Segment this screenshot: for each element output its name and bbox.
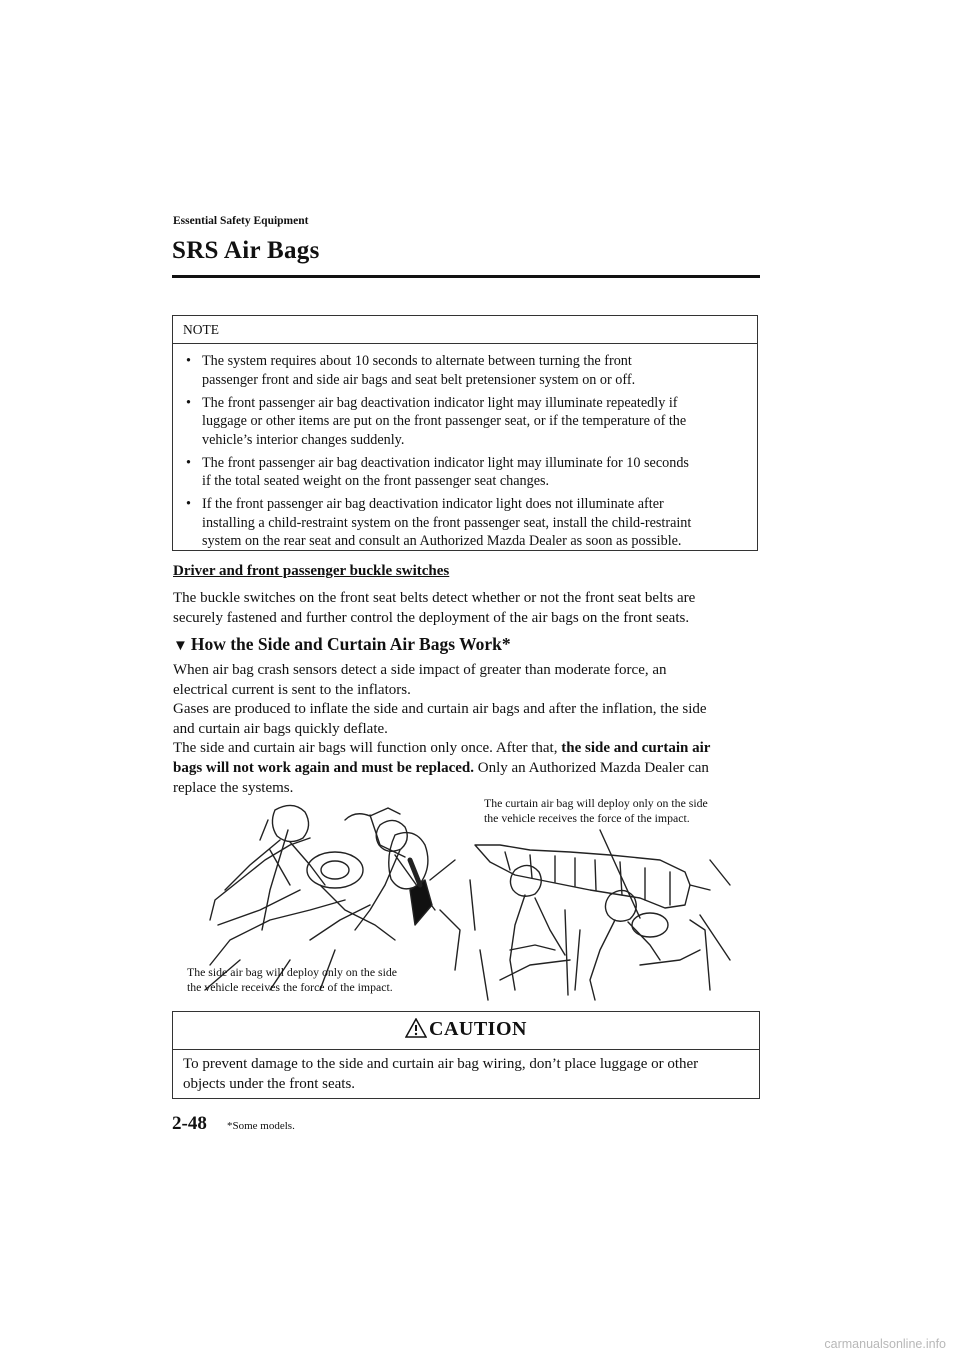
bullet-icon: •	[186, 353, 191, 369]
watermark: carmanualsonline.info	[824, 1337, 946, 1351]
note-line: If the front passenger air bag deactivation indicator light does not illuminate after	[202, 496, 664, 512]
paragraph-line: replace the systems.	[173, 779, 294, 796]
paragraph-line: securely fastened and further control the deployment of the air bags on the front seats.	[173, 609, 690, 626]
footnote: *Some models.	[227, 1120, 295, 1132]
buckle-switches-paragraph	[173, 589, 761, 628]
paragraph-line: Gases are produced to inflate the side and curtain air bags and after the inflation, the side	[173, 701, 707, 718]
note-box	[172, 315, 758, 551]
paragraph-line: The buckle switches on the front seat belts detect whether or not the front seat belts are	[173, 590, 696, 606]
section-label: Essential Safety Equipment	[173, 215, 309, 227]
note-line: The front passenger air bag deactivation indicator light may illuminate repeatedly if	[202, 394, 678, 411]
caption-line: the vehicle receives the force of the impact.	[187, 980, 393, 994]
note-item	[185, 394, 745, 450]
heading-text: How the Side and Curtain Air Bags Work*	[190, 634, 511, 654]
side-airbag-drawing	[205, 805, 460, 990]
page-title: SRS Air Bags	[172, 237, 320, 264]
caution-text	[173, 1050, 759, 1099]
bold-text: the side and curtain air	[561, 740, 711, 757]
buckle-switches-heading: Driver and front passenger buckle switches	[173, 563, 450, 579]
curtain-airbag-drawing	[470, 830, 730, 1000]
paragraph-line: electrical current is sent to the inflators.	[173, 681, 411, 698]
page-number: 2-48	[172, 1113, 207, 1134]
note-item	[185, 352, 745, 389]
bullet-icon: •	[186, 454, 191, 471]
bullet-icon: •	[186, 496, 191, 512]
caution-heading	[173, 1012, 759, 1050]
note-line: vehicle’s interior changes suddenly.	[202, 431, 405, 448]
bullet-icon: •	[186, 394, 191, 411]
caption-line: The side air bag will deploy only on the side	[187, 965, 398, 979]
paragraph-line: and curtain air bags quickly deflate.	[173, 720, 388, 737]
triangle-down-icon: ▼	[173, 638, 188, 654]
caution-line: objects under the front seats.	[183, 1075, 356, 1092]
bold-text: bags will not work again and must be replaced.	[173, 759, 475, 776]
side-airbag-caption	[187, 965, 447, 995]
caption-line: The curtain air bag will deploy only on the side	[484, 796, 708, 810]
plain-text: The side and curtain air bags will function only once. After that,	[173, 740, 558, 757]
note-line: luggage or other items are put on the front passenger seat, or if the temperature of the	[202, 413, 687, 429]
paragraph-line	[173, 759, 763, 779]
caption-line: the vehicle receives the force of the impact.	[484, 811, 690, 825]
note-line: system on the rear seat and consult an Authorized Mazda Dealer as soon as possible.	[202, 533, 682, 549]
caution-line: To prevent damage to the side and curtain air bag wiring, don’t place luggage or other	[183, 1056, 699, 1072]
warning-triangle-icon	[405, 1018, 427, 1038]
note-list	[173, 344, 757, 551]
curtain-airbag-caption	[484, 796, 754, 826]
note-item	[185, 454, 745, 491]
note-item	[185, 495, 745, 551]
note-line: if the total seated weight on the front passenger seat changes.	[202, 473, 550, 489]
note-line: The front passenger air bag deactivation indicator light may illuminate for 10 seconds	[202, 454, 689, 471]
title-divider	[172, 275, 760, 278]
side-curtain-paragraph	[173, 661, 763, 798]
paragraph-line: When air bag crash sensors detect a side impact of greater than moderate force, an	[173, 662, 667, 678]
caution-box	[172, 1011, 760, 1099]
side-curtain-heading	[173, 634, 511, 655]
note-line: passenger front and side air bags and seat belt pretensioner system on or off.	[202, 371, 636, 388]
paragraph-line	[173, 739, 763, 759]
plain-text: Only an Authorized Mazda Dealer can	[477, 759, 709, 776]
note-line: installing a child-restraint system on the front passenger seat, install the child-restraint	[202, 514, 692, 531]
note-heading: NOTE	[173, 316, 757, 344]
caution-title: CAUTION	[429, 1018, 527, 1040]
note-line: The system requires about 10 seconds to alternate between turning the front	[202, 353, 632, 369]
